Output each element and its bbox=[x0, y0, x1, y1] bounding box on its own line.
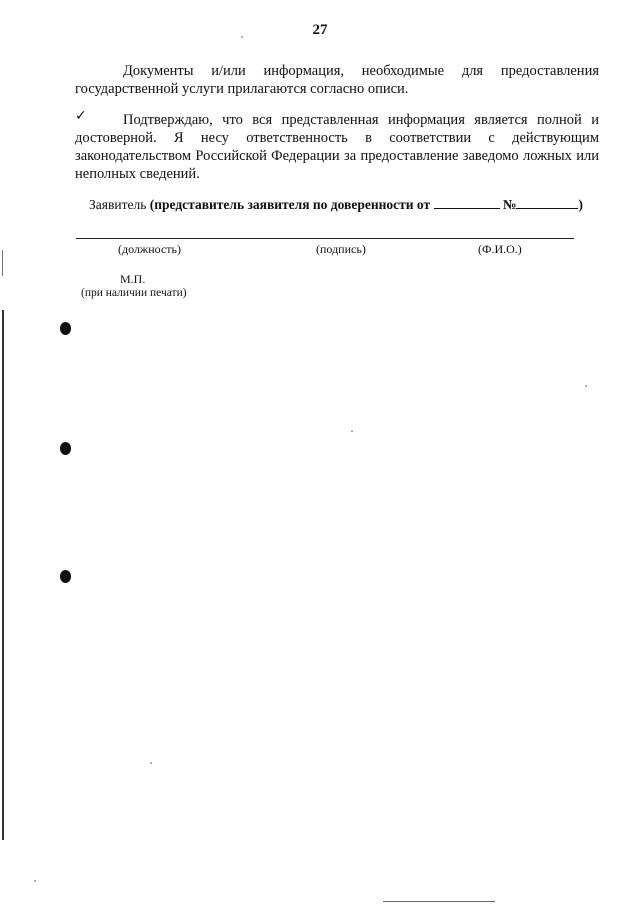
scan-bottom-line bbox=[383, 901, 495, 902]
scan-edge-line bbox=[2, 310, 4, 840]
checkmark-icon: ✓ bbox=[75, 108, 87, 124]
applicant-label: Заявитель bbox=[89, 197, 147, 212]
stamp-label: М.П. bbox=[120, 272, 146, 286]
applicant-closing-paren: ) bbox=[578, 197, 583, 212]
punch-hole-icon bbox=[60, 570, 71, 583]
full-name-caption: (Ф.И.О.) bbox=[478, 242, 522, 256]
scan-speck bbox=[351, 430, 353, 432]
power-of-attorney-number-field[interactable] bbox=[516, 196, 578, 209]
scan-speck bbox=[241, 36, 243, 38]
applicant-line bbox=[89, 196, 583, 213]
power-of-attorney-date-field[interactable] bbox=[434, 196, 500, 209]
position-caption: (должность) bbox=[118, 242, 181, 256]
signature-caption: (подпись) bbox=[316, 242, 366, 256]
scan-edge-line bbox=[2, 250, 3, 276]
number-sign: № bbox=[502, 197, 517, 212]
scan-speck bbox=[150, 762, 152, 764]
scan-speck bbox=[585, 385, 587, 387]
confirmation-paragraph: Подтверждаю, что вся представленная информация является полной и достоверной. Я несу ответственность в соответствии с действующим законодательством Российской Федерации за предоставление заведомо ложных или неполных сведений. bbox=[75, 112, 599, 182]
representative-text: (представитель заявителя по доверенности от bbox=[149, 197, 431, 212]
stamp-note: (при наличии печати) bbox=[81, 287, 187, 299]
punch-hole-icon bbox=[60, 322, 71, 335]
punch-hole-icon bbox=[60, 442, 71, 455]
page-number: 27 bbox=[312, 22, 328, 38]
documents-paragraph: Документы и/или информация, необходимые для предоставления государственной услуги прилагаются согласно описи. bbox=[75, 63, 599, 97]
scan-speck bbox=[34, 880, 36, 882]
signature-line[interactable] bbox=[76, 238, 574, 239]
